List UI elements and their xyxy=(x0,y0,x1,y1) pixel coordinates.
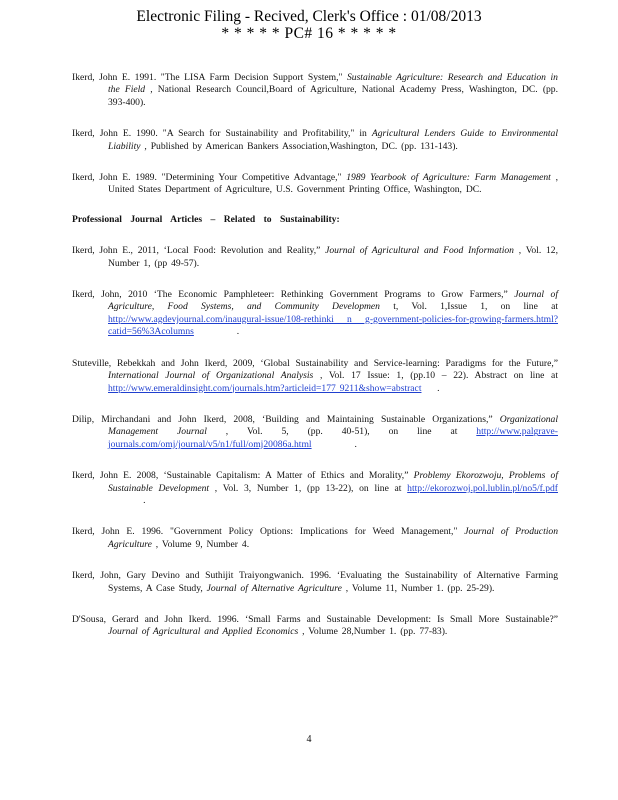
reference-entry xyxy=(72,128,558,153)
reference-entry xyxy=(72,526,558,551)
reference-entry xyxy=(72,358,558,395)
filing-header xyxy=(0,8,618,42)
reference-list xyxy=(72,72,558,658)
citation-details: , Vol. 12, Number 1, (pp 49-57). xyxy=(108,245,558,269)
reference-entry xyxy=(72,289,558,339)
citation-details: , Published by American Bankers Association,Washington, DC. (pp. 131-143). xyxy=(140,140,458,152)
citation-authors: Ikerd, John E. 2008, ‘Sustainable Capitalism: A Matter of Ethics and Morality,” xyxy=(72,470,414,482)
citation-journal: Journal of Production Agriculture xyxy=(108,526,558,550)
citation-link-suffix: . xyxy=(108,494,146,506)
citation-details: t, Vol. 1,Issue 1, on line at xyxy=(379,301,558,313)
citation-journal: Journal of Alternative Agriculture xyxy=(206,582,342,594)
citation-link[interactable]: http://www.agdevjournal.com/inaugural-issue/108-rethinki n g-government-policies-for-growing-farmers.html?catid=56%3Acolumns xyxy=(108,313,558,338)
pc-number-line: * * * * * PC# 16 * * * * * xyxy=(221,25,397,42)
citation-authors: Ikerd, John, 2010 ‘The Economic Pamphleteer: Rethinking Government Programs to Grow Farmers,” xyxy=(72,289,515,301)
citation-authors: Ikerd, John E. 1989. "Determining Your Competitive Advantage," xyxy=(72,172,347,184)
citation-authors: Ikerd, John E. 1990. "A Search for Sustainability and Profitability," in xyxy=(72,128,372,140)
reference-entry xyxy=(72,245,558,270)
page-number: 4 xyxy=(306,734,312,745)
citation-link[interactable]: http://ekorozwoj.pol.lublin.pl/no5/f.pdf xyxy=(407,482,558,494)
citation-details: , United States Department of Agriculture, U.S. Government Printing Office, Washington, DC. xyxy=(108,172,559,196)
reference-entry xyxy=(72,470,558,507)
citation-journal: Journal of Agricultural and Applied Economics xyxy=(108,626,299,638)
citation-authors: D'Sousa, Gerard and John Ikerd. 1996. ‘Small Farms and Sustainable Development: Is Small More Sustainable?” xyxy=(72,613,558,625)
reference-entry xyxy=(72,72,558,109)
reference-entry xyxy=(72,614,558,639)
citation-journal: Journal of Agricultural and Food Information xyxy=(325,245,514,257)
citation-authors: Ikerd, John E., 2011, ‘Local Food: Revolution and Reality,” xyxy=(72,245,326,257)
citation-journal: Sustainable Agriculture: Research and Education in the Field xyxy=(108,72,558,96)
reference-entry xyxy=(72,172,558,197)
citation-details: , Vol. 3, Number 1, (pp 13-22), on line at xyxy=(209,482,408,494)
citation-details: , Volume 9, Number 4. xyxy=(151,538,250,550)
citation-link-suffix: . xyxy=(193,326,240,338)
filing-stamp-line: Electronic Filing - Recived, Clerk's Office : 01/08/2013 xyxy=(136,8,482,25)
citation-journal: Agricultural Lenders Guide to Environmental Liability xyxy=(108,128,559,152)
citation-link-suffix: . xyxy=(311,438,357,450)
citation-journal: Organizational Management Journal xyxy=(108,413,558,438)
citation-link[interactable]: http://www.emeraldinsight.com/journals.htm?articleid=177 9211&show=abstract xyxy=(108,382,422,394)
citation-journal: Problemy Ekorozwoju, Problems of Sustainable Development xyxy=(108,470,559,494)
citation-journal: 1989 Yearbook of Agriculture: Farm Management xyxy=(346,172,551,184)
citation-authors: Ikerd, John, Gary Devino and Suthijit Traiyongwanich. 1996. ‘Evaluating the Sustainability of Alternative Farming Systems, A Case Study, xyxy=(72,570,558,594)
citation-link-suffix: . xyxy=(421,382,440,394)
section-heading: Professional Journal Articles – Related to Sustainability: xyxy=(72,213,340,225)
citation-link[interactable]: http://www.palgrave-journals.com/omj/journal/v5/n1/full/omj20086a.html xyxy=(108,426,558,450)
reference-entry xyxy=(72,570,558,595)
citation-details: , National Research Council,Board of Agriculture, National Academy Press, Washington, DC. (pp. 393-400). xyxy=(108,84,558,108)
citation-details: , Volume 11, Number 1. (pp. 25-29). xyxy=(341,582,495,594)
citation-journal: Journal of Agriculture, Food Systems, and Community Developmen xyxy=(108,289,558,313)
citation-authors: Ikerd, John E. 1996. "Government Policy Options: Implications for Weed Management," xyxy=(72,526,465,538)
citation-details: , Vol. 5, (pp. 40-51), on line at xyxy=(206,426,477,438)
citation-journal: International Journal of Organizational Analysis xyxy=(108,370,314,382)
citation-details: , Vol. 17 Issue: 1, (pp.10 – 22). Abstract on line at xyxy=(313,370,558,382)
citation-authors: Dilip, Mirchandani and John Ikerd, 2008, ‘Building and Maintaining Sustainable Organizations,” xyxy=(72,413,500,425)
citation-authors: Ikerd, John E. 1991. "The LISA Farm Decision Support System," xyxy=(72,72,347,83)
citation-authors: Stuteville, Rebekkah and John Ikerd, 2009, ‘Global Sustainability and Service-learning: Paradigms for the Future,” xyxy=(72,357,558,369)
reference-entry xyxy=(72,414,558,451)
citation-details: , Volume 28,Number 1. (pp. 77-83). xyxy=(298,626,448,638)
